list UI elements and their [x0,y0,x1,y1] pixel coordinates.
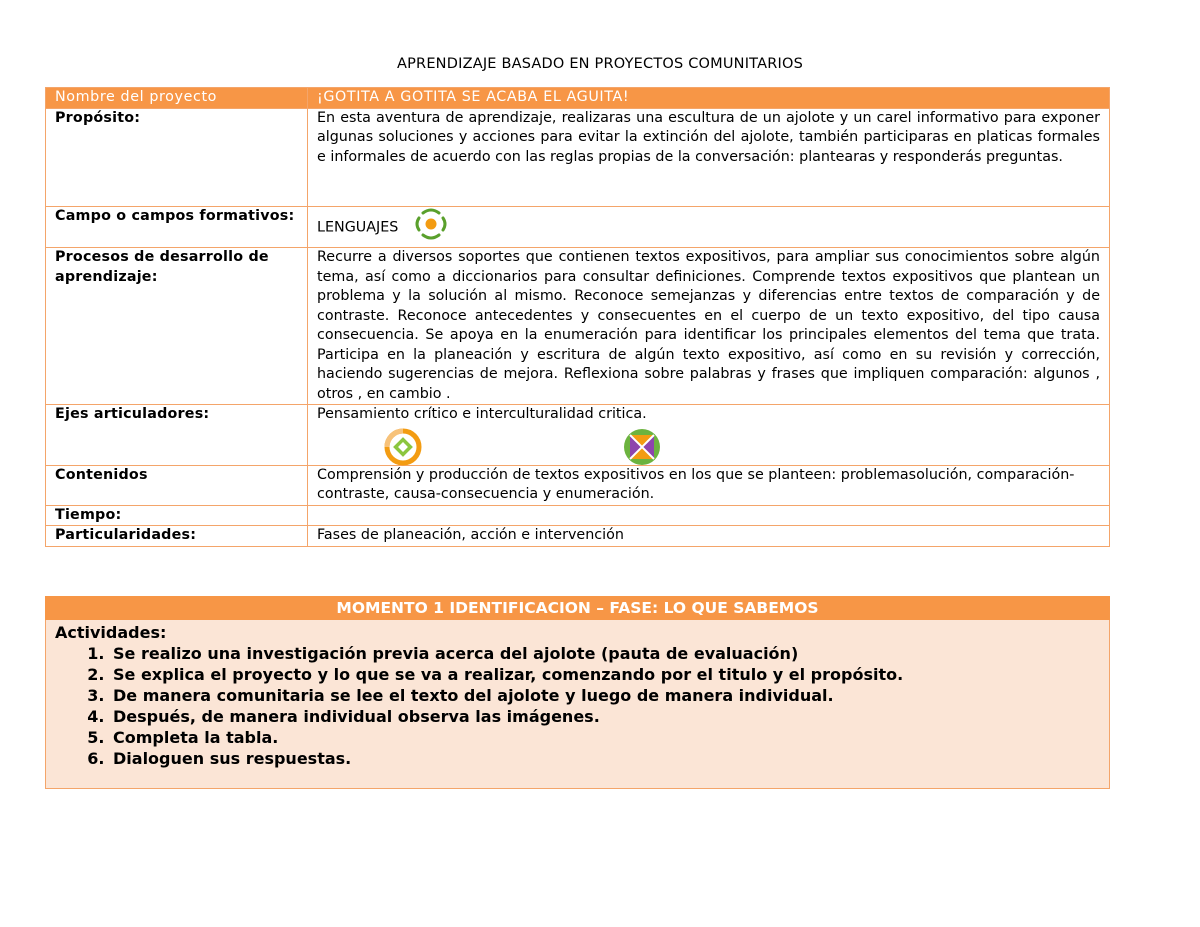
particularidades-row [46,526,1110,547]
procesos-value: Recurre a diversos soportes que contienen textos expositivos, para ampliar sus conocimientos sobre algún tema, así como a diccionarios para consultar definiciones. Comprende textos expositivos que plantean un problema y la solución al mismo. Reconoce semejanzas y diferencias entre textos de comparación y de contraste. Reconoce antecedentes y consecuentes en el cuerpo de un texto expositivo, del tipo causa consecuencia. Se apoya en la enumeración para identificar los principales elementos del tema que trata. Participa en la planeación y escritura de algún texto expositivo, así como en su revisión y corrección, haciendo sugerencias de mejora. Reflexiona sobre palabras y frases que impliquen comparación: algunos , otros , en cambio . [308,248,1110,405]
ejes-icons [317,425,1100,465]
contenidos-row [46,465,1110,505]
list-item: 3. De manera comunitaria se lee el texto del ajolote y luego de manera individual. [110,685,1100,706]
project-name-label: Nombre del proyecto [46,88,308,109]
document-title: APRENDIZAJE BASADO EN PROYECTOS COMUNITARIOS [396,56,804,72]
interculturalidad-icon [622,427,662,474]
pensamiento-critico-icon [383,427,423,474]
list-item: 4. Después, de manera individual observa las imágenes. [110,706,1100,727]
proposito-row [46,108,1110,206]
momento-body [45,620,1110,789]
procesos-label: Procesos de desarrollo de aprendizaje: [46,248,308,405]
campo-label: Campo o campos formativos: [46,206,308,248]
ejes-cell [308,405,1110,466]
list-item: 5. Completa la tabla. [110,727,1100,748]
list-item: 1. Se realizo una investigación previa acerca del ajolote (pauta de evaluación) [110,643,1100,664]
contenidos-value: Comprensión y producción de textos expositivos en los que se planteen: problemasolución, comparación-contraste, causa-consecuencia y enumeración. [308,465,1110,505]
project-name-row [46,88,1110,109]
particularidades-label: Particularidades: [46,526,308,547]
proposito-label: Propósito: [46,108,308,206]
project-table [45,87,1110,547]
lenguajes-icon [413,207,449,248]
procesos-row [46,248,1110,405]
contenidos-label: Contenidos [46,465,308,505]
actividades-label: Actividades: [55,623,167,642]
particularidades-value: Fases de planeación, acción e intervención [308,526,1110,547]
campo-row [46,206,1110,248]
momento-section [45,596,1110,789]
campo-cell [308,206,1110,248]
actividades-list [55,643,1100,769]
campo-value: LENGUAJES [317,218,399,235]
ejes-value: Pensamiento crítico e interculturalidad critica. [317,406,647,422]
project-name-value: ¡GOTITA A GOTITA SE ACABA EL AGUITA! [308,88,1110,109]
proposito-value: En esta aventura de aprendizaje, realizaras una escultura de un ajolote y un carel informativo para exponer algunas soluciones y acciones para evitar la extinción del ajolote, también participaras en platicas formales e informales de acuerdo con las reglas propias de la conversación: plantearas y responderás preguntas. [308,108,1110,206]
tiempo-label: Tiempo: [46,505,308,526]
tiempo-value [308,505,1110,526]
ejes-label: Ejes articuladores: [46,405,308,466]
ejes-row [46,405,1110,466]
list-item: 2. Se explica el proyecto y lo que se va a realizar, comenzando por el titulo y el propósito. [110,664,1100,685]
tiempo-row [46,505,1110,526]
list-item: 6. Dialoguen sus respuestas. [110,748,1100,769]
momento-heading: MOMENTO 1 IDENTIFICACION – FASE: LO QUE SABEMOS [45,596,1110,620]
